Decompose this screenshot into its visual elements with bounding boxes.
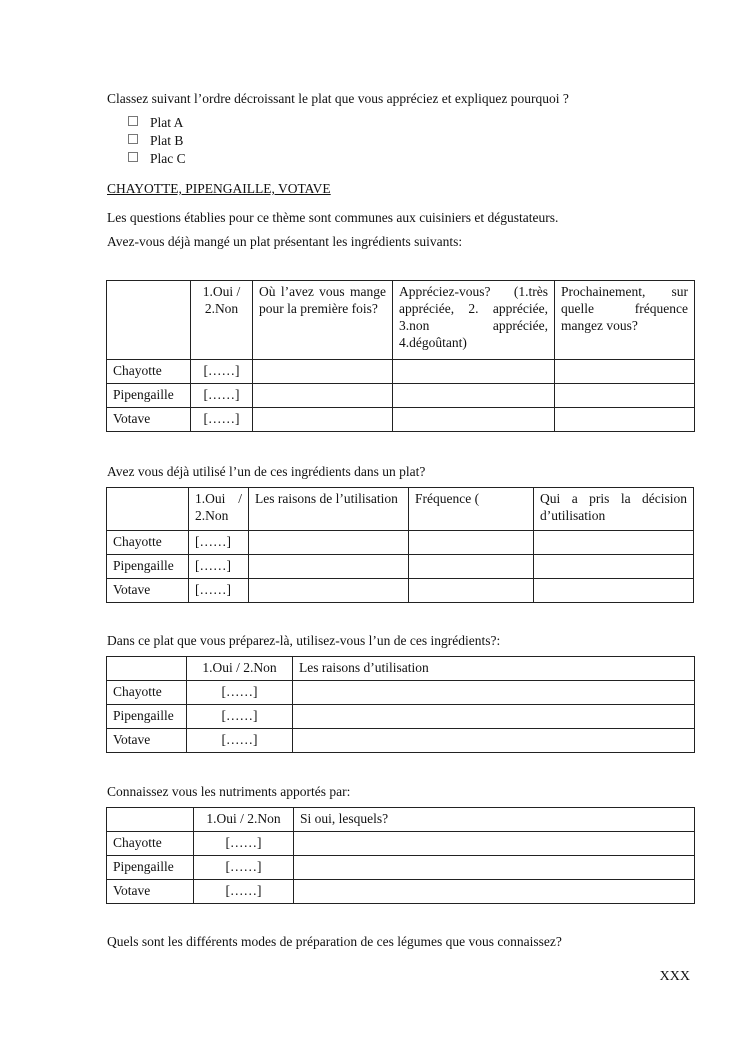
table-row [107,531,694,555]
header-reasons: Les raisons de l’utilisation [249,488,409,531]
table-row [107,856,695,880]
header-frequency: Fréquence ( [409,488,534,531]
answer-field[interactable]: [……] [189,555,249,579]
answer-field[interactable]: [……] [187,681,293,705]
answer-cell[interactable] [555,408,695,432]
header-frequency: Prochainement, sur quelle fréquence mangez vous? [555,281,695,360]
checkbox-icon[interactable] [128,116,138,126]
table-used [106,487,694,603]
answer-field[interactable]: [……] [191,408,253,432]
header-oui-non: 1.Oui / 2.Non [187,657,293,681]
table-in-dish [106,656,695,753]
answer-cell[interactable] [555,384,695,408]
row-label: Votave [107,408,191,432]
row-label: Pipengaille [107,384,191,408]
table-row [107,555,694,579]
answer-field[interactable]: [……] [194,832,294,856]
answer-cell[interactable] [534,531,694,555]
table-row [107,729,695,753]
header-reasons: Les raisons d’utilisation [293,657,695,681]
answer-field[interactable]: [……] [187,729,293,753]
table-row [107,832,695,856]
answer-cell[interactable] [249,555,409,579]
answer-cell[interactable] [555,360,695,384]
row-label: Chayotte [107,360,191,384]
answer-field[interactable]: [……] [194,880,294,904]
answer-cell[interactable] [294,832,695,856]
option-plat-c[interactable]: Plac C [128,151,186,167]
question-in-dish: Dans ce plat que vous préparez-là, utilisez-vous l’un de ces ingrédients?: [107,633,501,648]
table-row [107,880,695,904]
answer-cell[interactable] [293,729,695,753]
row-label: Chayotte [107,531,189,555]
option-plat-a[interactable]: Plat A [128,115,183,131]
table-row [107,360,695,384]
header-where: Où l’avez vous mange pour la première fois? [253,281,393,360]
header-oui-non: 1.Oui / 2.Non [189,488,249,531]
question-rank: Classez suivant l’ordre décroissant le plat que vous appréciez et expliquez pourquoi ? [107,91,569,106]
answer-cell[interactable] [409,531,534,555]
answer-cell[interactable] [409,579,534,603]
table-row [107,384,695,408]
checkbox-icon[interactable] [128,134,138,144]
section-title: CHAYOTTE, PIPENGAILLE, VOTAVE [107,181,331,196]
row-label: Pipengaille [107,555,189,579]
question-preparation: Quels sont les différents modes de préparation de ces légumes que vous connaissez? [107,934,562,949]
table-row [107,408,695,432]
header-which: Si oui, lesquels? [294,808,695,832]
answer-cell[interactable] [393,408,555,432]
row-label: Votave [107,729,187,753]
question-used: Avez vous déjà utilisé l’un de ces ingrédients dans un plat? [107,464,426,479]
answer-cell[interactable] [249,579,409,603]
table-row [107,579,694,603]
option-plat-b[interactable]: Plat B [128,133,183,149]
row-label: Votave [107,880,194,904]
answer-cell[interactable] [534,579,694,603]
table-corner [107,281,191,360]
answer-field[interactable]: [……] [187,705,293,729]
answer-field[interactable]: [……] [189,579,249,603]
header-oui-non: 1.Oui / 2.Non [194,808,294,832]
answer-cell[interactable] [409,555,534,579]
table-eaten [106,280,695,432]
header-decision: Qui a pris la décision d’utilisation [534,488,694,531]
row-label: Chayotte [107,681,187,705]
answer-cell[interactable] [534,555,694,579]
checkbox-icon[interactable] [128,152,138,162]
table-corner [107,488,189,531]
answer-cell[interactable] [393,384,555,408]
answer-cell[interactable] [253,408,393,432]
question-nutrients: Connaissez vous les nutriments apportés par: [107,784,351,799]
intro-text: Les questions établies pour ce thème sont communes aux cuisiniers et dégustateurs. [107,210,559,225]
table-nutrients [106,807,695,904]
row-label: Votave [107,579,189,603]
page-footer: XXX [659,969,690,984]
row-label: Chayotte [107,832,194,856]
answer-cell[interactable] [293,705,695,729]
answer-field[interactable]: [……] [194,856,294,880]
header-oui-non: 1.Oui / 2.Non [191,281,253,360]
answer-cell[interactable] [253,360,393,384]
question-eaten: Avez-vous déjà mangé un plat présentant les ingrédients suivants: [107,234,463,249]
table-row [107,705,695,729]
answer-cell[interactable] [293,681,695,705]
table-corner [107,657,187,681]
table-row [107,681,695,705]
answer-field[interactable]: [……] [191,384,253,408]
answer-cell[interactable] [393,360,555,384]
answer-cell[interactable] [294,856,695,880]
header-appreciation: Appréciez-vous? (1.très appréciée, 2. appréciée, 3.non appréciée, 4.dégoûtant) [393,281,555,360]
answer-field[interactable]: [……] [191,360,253,384]
answer-cell[interactable] [294,880,695,904]
answer-field[interactable]: [……] [189,531,249,555]
answer-cell[interactable] [253,384,393,408]
table-corner [107,808,194,832]
row-label: Pipengaille [107,705,187,729]
answer-cell[interactable] [249,531,409,555]
row-label: Pipengaille [107,856,194,880]
